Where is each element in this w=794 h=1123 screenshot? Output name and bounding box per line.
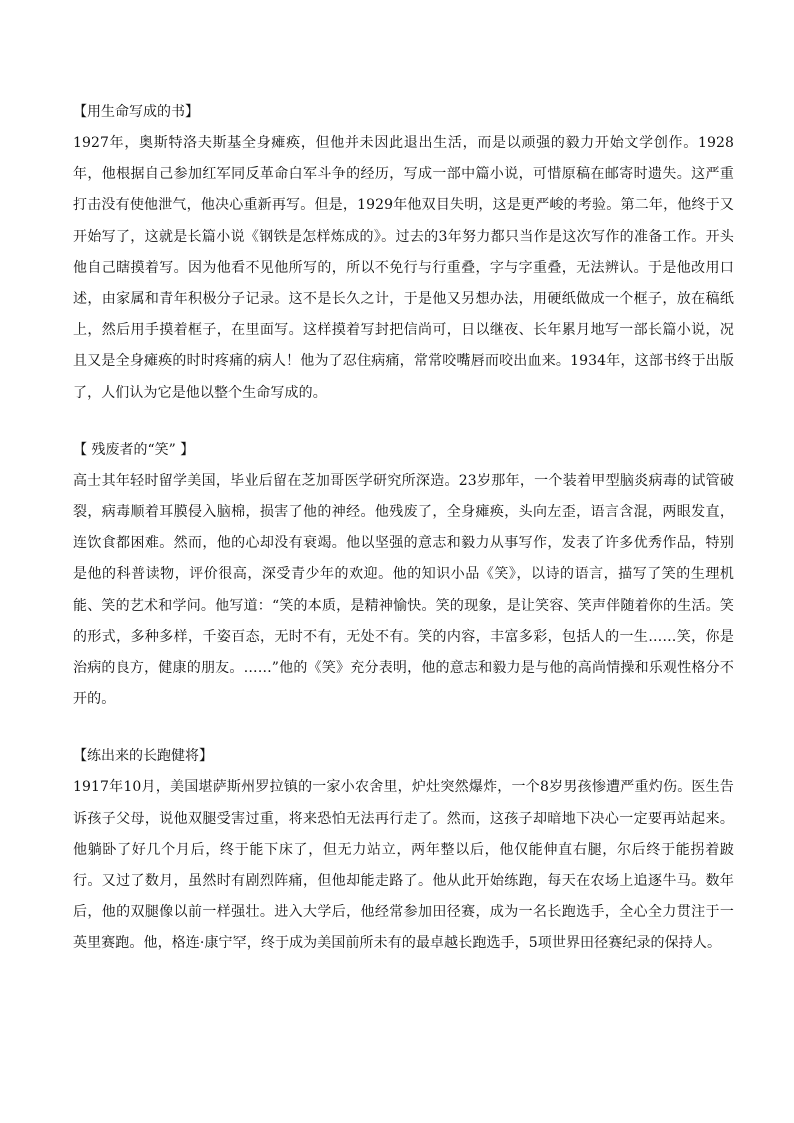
- section-trained-long-distance-runner: [73, 741, 734, 959]
- section-body: 1927年，奥斯特洛夫斯基全身瘫痪，但他并未因此退出生活，而是以顽强的毅力开始文学创作。1928年，他根据自己参加红军同反革命白军斗争的经历，写成一部中篇小说，可惜原稿在邮寄时遗失。这严重打击没有使他泄气，他决心重新再写。但是，1929年他双目失明，这是更严峻的考验。第二年，他终于又开始写了，这就是长篇小说《钢铁是怎样炼成的》。过去的3年努力都只当作是这次写作的准备工作。开头他自己瞎摸着写。因为他看不见他所写的，所以不免行与行重叠，字与字重叠，无法辨认。于是他改用口述，由家属和青年积极分子记录。这不是长久之计，于是他又另想办法，用硬纸做成一个框子，放在稿纸上，然后用手摸着框子，在里面写。这样摸着写封把信尚可，日以继夜、长年累月地写一部长篇小说，况且又是全身瘫痪的时时疼痛的病人！他为了忍住病痛，常常咬嘴唇而咬出血来。1934年，这部书终于出版了，人们认为它是他以整个生命写成的。: [73, 135, 734, 401]
- section-disabled-persons-smile: [73, 435, 734, 716]
- section-heading: 【练出来的长跑健将】: [73, 748, 213, 765]
- section-heading: 【 残废者的“笑” 】: [73, 441, 195, 458]
- section-book-written-with-life: [73, 97, 734, 409]
- section-body: 高士其年轻时留学美国，毕业后留在芝加哥医学研究所深造。23岁那年，一个装着甲型脑炎病毒的试管破裂，病毒顺着耳膜侵入脑棉，损害了他的神经。他残废了，全身瘫痪，头向左歪，语言含混，两眼发直，连饮食都困难。然而，他的心却没有衰竭。他以坚强的意志和毅力从事写作，发表了许多优秀作品，特别是他的科普读物，评价很高，深受青少年的欢迎。他的知识小品《笑》，以诗的语言，描写了笑的生理机能、笑的艺术和学问。他写道：“笑的本质，是精神愉快。笑的现象，是让笑容、笑声伴随着你的生活。笑的形式，多种多样，千姿百态，无时不有，无处不有。笑的内容，丰富多彩，包括人的一生……笑，你是治病的良方，健康的朋友。……”他的《笑》充分表明，他的意志和毅力是与他的高尚情操和乐观性格分不开的。: [73, 472, 734, 708]
- section-body: 1917年10月，美国堪萨斯州罗拉镇的一家小农舍里，炉灶突然爆炸，一个8岁男孩惨遭严重灼伤。医生告诉孩子父母，说他双腿受害过重，将来恐怕无法再行走了。然而，这孩子却暗地下决心一定要再站起来。他躺卧了好几个月后，终于能下床了，但无力站立，两年整以后，他仅能伸直右腿，尔后终于能拐着跛行。又过了数月，虽然时有剧烈阵痛，但他却能走路了。他从此开始练跑，每天在农场上追逐牛马。数年后，他的双腿像以前一样强壮。进入大学后，他经常参加田径赛，成为一名长跑选手，全心全力贯注于一英里赛跑。他，格连·康宁罕，终于成为美国前所未有的最卓越长跑选手，5项世界田径赛纪录的保持人。: [73, 779, 734, 952]
- section-heading: 【用生命写成的书】: [73, 104, 199, 120]
